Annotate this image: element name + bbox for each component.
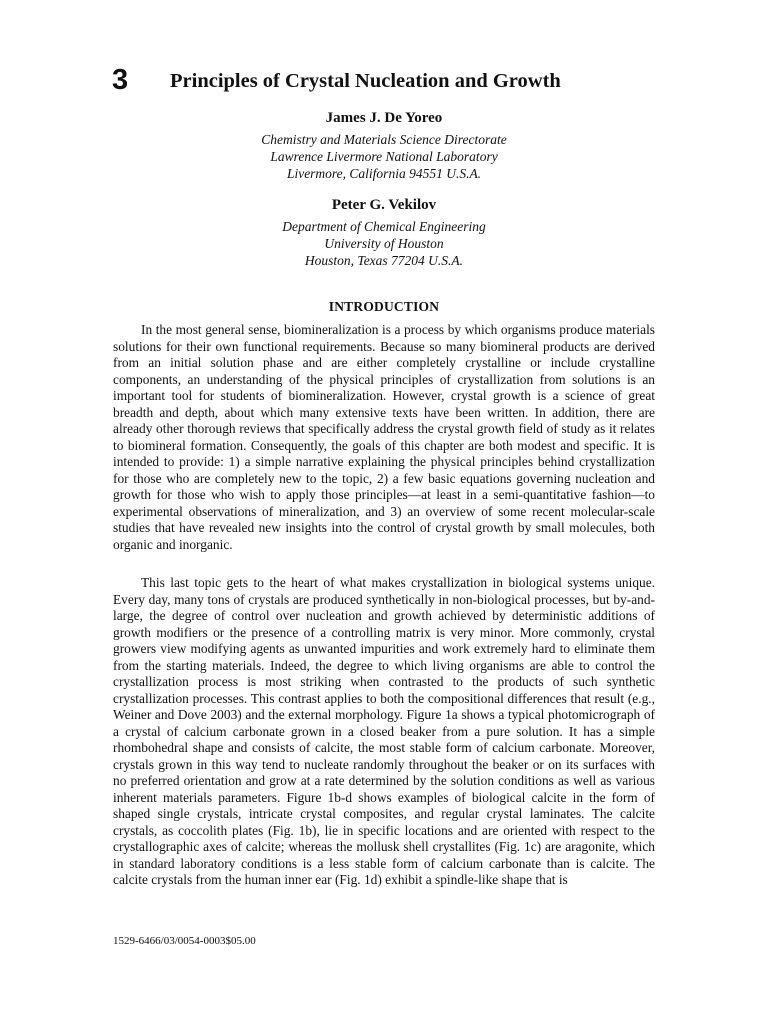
- author-name: James J. De Yoreo: [325, 110, 443, 126]
- body-text: [113, 575, 655, 889]
- chapter-title: Principles of Crystal Nucleation and Growth: [170, 70, 561, 92]
- author-affiliation: [0, 131, 768, 182]
- author-affiliation: [0, 218, 768, 269]
- affiliation-line: University of Houston: [324, 236, 444, 251]
- body-text: [113, 322, 655, 553]
- affiliation-line: Livermore, California 94551 U.S.A.: [286, 166, 482, 181]
- affiliation-line: Chemistry and Materials Science Directorate: [261, 132, 507, 147]
- author-name: Peter G. Vekilov: [331, 197, 437, 213]
- affiliation-line: Department of Chemical Engineering: [282, 219, 486, 234]
- footer-code: 1529-6466/03/0054-0003$05.00: [113, 935, 256, 947]
- affiliation-line: Houston, Texas 77204 U.S.A.: [304, 253, 464, 268]
- paragraph: In the most general sense, biomineralization is a process by which organisms produce materials solutions for their own functional requirements. Because so many biomineral products are derived from an initial solution phase and are either completely crystalline or include crystalline components, an understanding of the physical principles of crystallization from solutions is an important tool for students of biomineralization. However, crystal growth is a science of great breadth and depth, about which many extensive texts have been written. In addition, there are already other thorough reviews that specifically address the crystal growth field of study as it relates to biomineral formation. Consequently, the goals of this chapter are both modest and specific. It is intended to provide: 1) a simple narrative explaining the physical principles behind crystallization for those who are completely new to the topic, 2) a few basic equations governing nucleation and growth for those who wish to apply those principles—at least in a semi-quantitative fashion—to experimental observations of mineralization, and 3) an overview of some recent molecular-scale studies that have revealed new insights into the control of crystal growth by small molecules, both organic and inorganic.: [113, 322, 655, 552]
- chapter-number: 3: [112, 64, 129, 96]
- section-heading: INTRODUCTION: [328, 299, 440, 314]
- paragraph: This last topic gets to the heart of what makes crystallization in biological systems unique. Every day, many tons of crystals are produced synthetically in non-biological processes, but by-and-large, the degree of control over nucleation and growth achieved by deterministic additions of growth modifiers or the presence of a controlling matrix is very minor. More commonly, crystal growers view modifying agents as unwanted impurities and work extremely hard to eliminate them from the starting materials. Indeed, the degree to which living organisms are able to control the crystallization process is most striking when contrasted to the products of such synthetic crystallization processes. This contrast applies to both the compositional differences that result (e.g., Weiner and Dove 2003) and the external morphology. Figure 1a shows a typical photomicrograph of a crystal of calcium carbonate grown in a closed beaker from a pure solution. It has a simple rhombohedral shape and consists of calcite, the most stable form of calcium carbonate. Moreover, crystals grown in this way tend to nucleate randomly throughout the beaker or on its surfaces with no preferred orientation and grow at a rate determined by the solution conditions as well as various inherent materials parameters. Figure 1b-d shows examples of biological calcite in the form of shaped single crystals, intricate crystal composites, and regular crystal laminates. The calcite crystals, as coccolith plates (Fig. 1b), lie in specific locations and are oriented with respect to the crystallographic axes of calcite; whereas the mollusk shell crystallites (Fig. 1c) are aragonite, which in standard laboratory conditions is a less stable form of calcium carbonate than is calcite. The calcite crystals from the human inner ear (Fig. 1d) exhibit a spindle-like shape that is: [113, 575, 655, 887]
- affiliation-line: Lawrence Livermore National Laboratory: [270, 149, 498, 164]
